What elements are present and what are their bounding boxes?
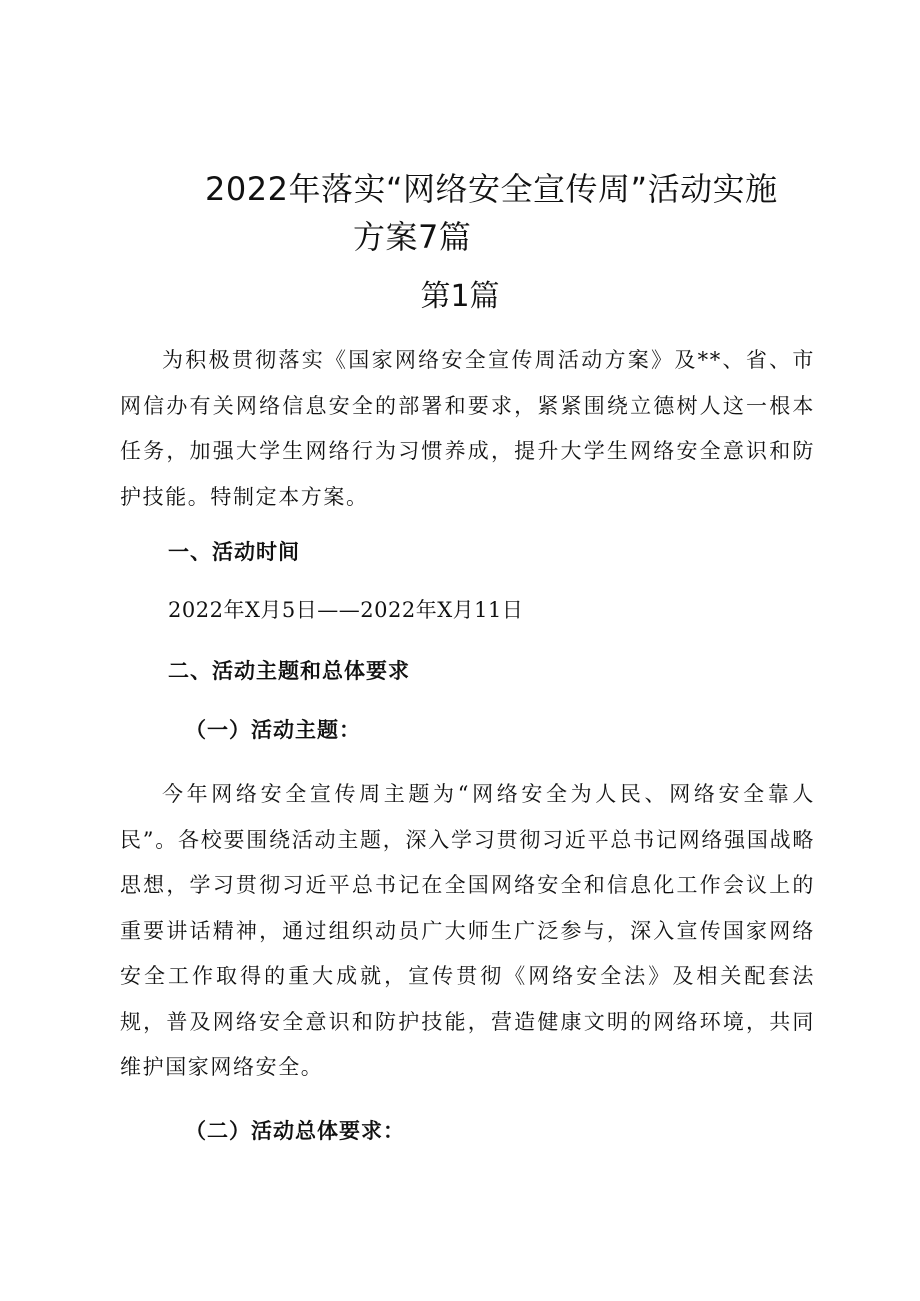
document-title-line-2: 方案7篇 bbox=[353, 218, 472, 256]
theme-paragraph: 今年网络安全宣传周主题为“网络安全为人民、网络安全靠人民”。各校要围绕活动主题，深入学习贯彻习近平总书记网络强国战略思想，学习贯彻习近平总书记在全国网络安全和信息化工作会议上的重要讲话精神，通过组织动员广大师生广泛参与，深入宣传国家网络安全工作取得的重大成就，宣传贯彻《网络安全法》及相关配套法规，普及网络安全意识和防护技能，营造健康文明的网络环境，共同维护国家网络安全。 bbox=[120, 782, 815, 1079]
subheading-requirements: （二）活动总体要求： bbox=[185, 1119, 405, 1143]
document-title-line-1: 2022年落实“网络安全宣传周”活动实施 bbox=[205, 170, 778, 208]
heading-theme-requirements: 二、活动主题和总体要求 bbox=[168, 659, 410, 683]
intro-paragraph: 为积极贯彻落实《国家网络安全宣传周活动方案》及**、省、市网信办有关网络信息安全的部署和要求，紧紧围绕立德树人这一根本任务，加强大学生网络行为习惯养成，提升大学生网络安全意识和防护技能。特制定本方案。 bbox=[120, 348, 815, 509]
activity-time-value: 2022年X月5日——2022年X月11日 bbox=[168, 598, 524, 622]
section-title: 第1篇 bbox=[420, 279, 500, 314]
heading-activity-time: 一、活动时间 bbox=[168, 540, 300, 564]
subheading-theme: （一）活动主题： bbox=[185, 718, 361, 742]
